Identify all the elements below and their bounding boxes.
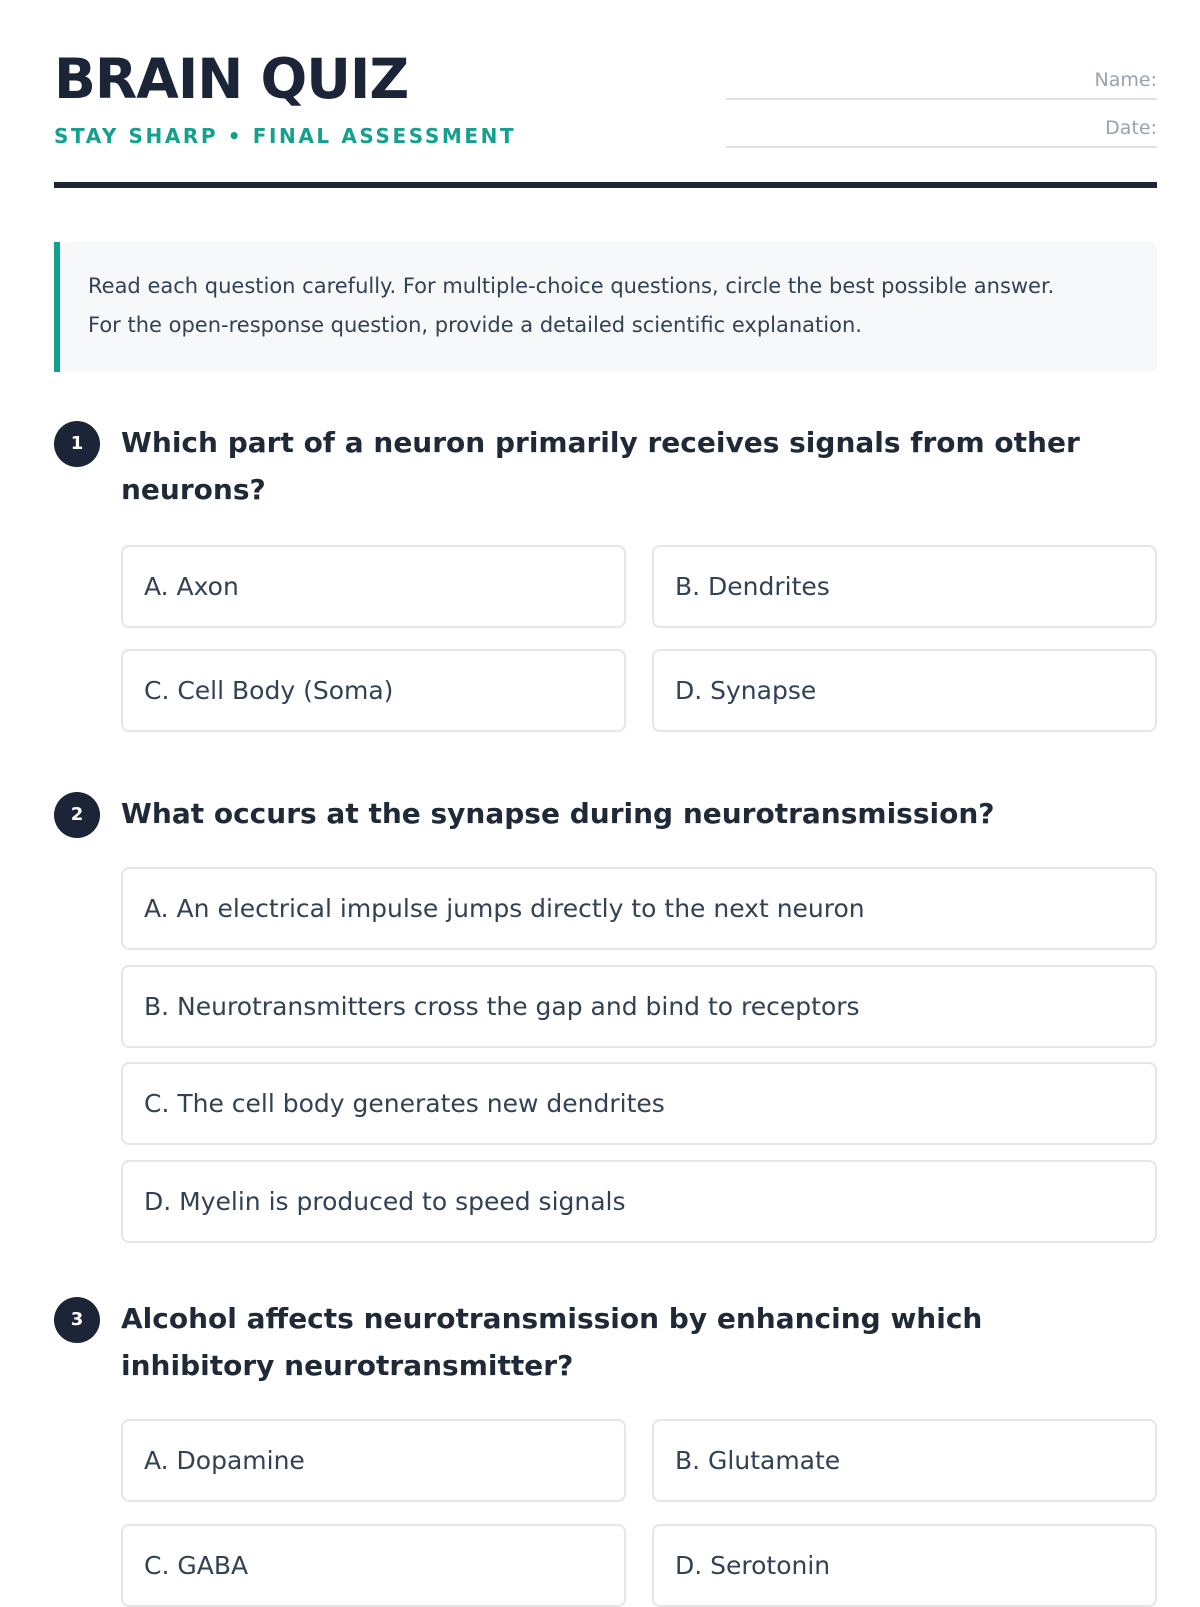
answer-option-c[interactable]: C. The cell body generates new dendrites: [121, 1062, 1157, 1145]
answer-option-d[interactable]: D. Synapse: [652, 649, 1157, 732]
quiz-header: [54, 0, 1157, 188]
header-divider: [54, 182, 1157, 188]
date-label: Date:: [1105, 117, 1157, 139]
question-number-badge: 2: [54, 792, 100, 838]
answer-option-a[interactable]: A. An electrical impulse jumps directly to the next neuron: [121, 867, 1157, 950]
question-number-badge: 3: [54, 1297, 100, 1343]
answer-option-c[interactable]: C. Cell Body (Soma): [121, 649, 626, 732]
name-label: Name:: [1094, 69, 1157, 91]
instructions-box: [54, 242, 1157, 372]
instructions-line-2: For the open-response question, provide a detailed scientific explanation.: [88, 313, 862, 337]
question-text: What occurs at the synapse during neurotransmission?: [121, 797, 995, 830]
name-field[interactable]: [726, 62, 1157, 100]
instructions-line-1: Read each question carefully. For multiple-choice questions, circle the best possible answer.: [88, 274, 1055, 298]
answer-option-a[interactable]: A. Dopamine: [121, 1419, 626, 1502]
quiz-page: [54, 0, 1157, 1580]
answer-option-d[interactable]: D. Serotonin: [652, 1524, 1157, 1607]
answer-option-b[interactable]: B. Dendrites: [652, 545, 1157, 628]
page-subtitle: STAY SHARP • FINAL ASSESSMENT: [54, 124, 517, 148]
date-field[interactable]: [726, 110, 1157, 148]
question-number-badge: 1: [54, 421, 100, 467]
question-text: Alcohol affects neurotransmission by enhancing which inhibitory neurotransmitter?: [121, 1302, 983, 1382]
answer-option-b[interactable]: B. Neurotransmitters cross the gap and bind to receptors: [121, 965, 1157, 1048]
answer-option-a[interactable]: A. Axon: [121, 545, 626, 628]
answer-option-d[interactable]: D. Myelin is produced to speed signals: [121, 1160, 1157, 1243]
question-text: Which part of a neuron primarily receives signals from other neurons?: [121, 426, 1080, 506]
page-title: BRAIN QUIZ: [54, 47, 409, 111]
answer-option-c[interactable]: C. GABA: [121, 1524, 626, 1607]
answer-option-b[interactable]: B. Glutamate: [652, 1419, 1157, 1502]
